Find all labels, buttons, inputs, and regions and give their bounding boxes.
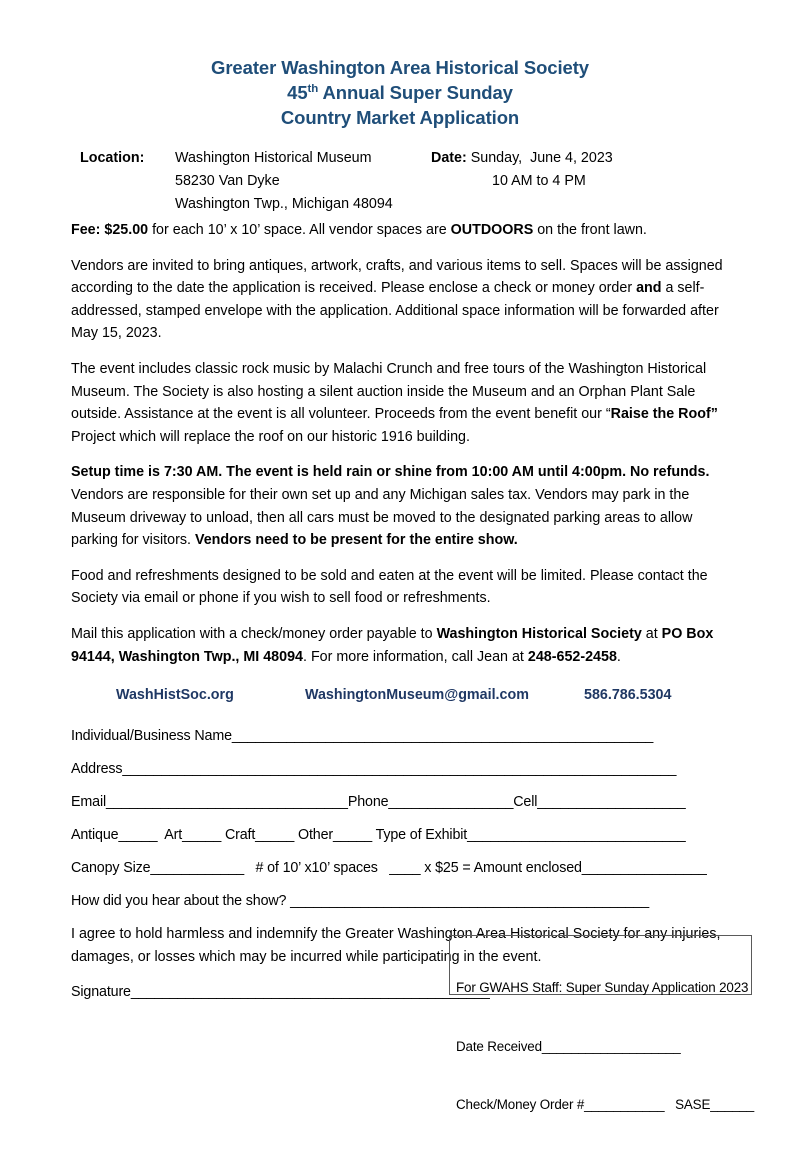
- document-title-block: [71, 55, 729, 130]
- event-text-part-1: The event includes classic rock music by Malachi Crunch and free tours of the Washington Historical Museum. The Society is also hosting a silent auction inside the Museum and an Orphan Plant Sale outside. Assistance at the event is all volunteer. Proceeds from the event benefit our “: [71, 360, 707, 423]
- contact-phone-emphasis: 248-652-2458: [527, 648, 617, 665]
- location-address-line-3: Washington Twp., Michigan 48094: [175, 196, 393, 212]
- title-ordinal-suffix: th: [307, 82, 319, 95]
- mailing-address-emphasis: PO Box 94144, Washington Twp., MI 48094: [71, 625, 714, 665]
- title-year-number: 45: [287, 82, 308, 103]
- vendors-text-part-2: a self-addressed, stamped envelope with the application. Additional space information will be forwarded after May 15, 2023.: [71, 280, 719, 342]
- date-column: [431, 147, 729, 193]
- fee-amount: Fee: $25.00: [71, 222, 149, 238]
- vendors-paragraph: [71, 255, 729, 345]
- fee-paragraph: [71, 219, 729, 242]
- raise-the-roof-emphasis: Raise the Roof”: [610, 406, 718, 423]
- date-value: Sunday, June 4, 2023: [466, 150, 613, 166]
- location-address-line-2: 58230 Van Dyke: [175, 173, 280, 189]
- location-date-block: [71, 147, 729, 219]
- location-address: [175, 147, 393, 216]
- page-title-line-3: Country Market Application: [280, 107, 520, 128]
- field-signature[interactable]: Signature______________________________________________: [71, 984, 490, 1001]
- food-paragraph: Food and refreshments designed to be sold and eaten at the event will be limited. Please contact the Society via email or phone if you wish to sell food or refreshments.: [71, 567, 708, 607]
- title-annual-text: Annual Super Sunday: [318, 82, 513, 103]
- vendors-text-part-1: Vendors are invited to bring antiques, artwork, crafts, and various items to sell. Spaces will be assigned according to the date the application is received. Please enclose a check or money order: [71, 257, 723, 297]
- fee-outdoors-emphasis: OUTDOORS: [450, 222, 534, 238]
- contact-links-row: [71, 687, 729, 711]
- mailing-paragraph: [71, 623, 729, 668]
- mail-text-part-4: .: [616, 648, 621, 665]
- mail-text-part-2: at: [641, 625, 662, 642]
- field-canopy-size-spaces-amount[interactable]: Canopy Size____________ # of 10’ x10’ spaces ____ x $25 = Amount enclosed________________: [71, 860, 707, 877]
- date-label: Date:: [431, 150, 467, 166]
- staff-box-title: For GWAHS Staff: Super Sunday Application 2023: [456, 980, 749, 995]
- document-content: [71, 55, 729, 1003]
- event-date-row: [431, 147, 729, 170]
- field-how-did-you-hear[interactable]: How did you hear about the show? ______________________________________________: [71, 893, 650, 910]
- field-exhibit-type[interactable]: Antique_____ Art_____ Craft_____ Other_____ Type of Exhibit____________________________: [71, 827, 686, 844]
- mail-text-part-1: Mail this application with a check/money order payable to: [71, 625, 437, 642]
- location-label: Location:: [80, 150, 145, 166]
- location-address-line-1: Washington Historical Museum: [175, 150, 372, 166]
- email-link[interactable]: WashingtonMuseum@gmail.com: [305, 687, 529, 704]
- setup-time-emphasis: Setup time is 7:30 AM. The event is held rain or shine from 10:00 AM until 4:00pm. No refunds.: [71, 464, 710, 481]
- setup-text-plain: Vendors are responsible for their own set up and any Michigan sales tax. Vendors may park in the Museum driveway to unload, then all cars must be moved to the designated parking areas to allow parking for visitors.: [71, 486, 693, 549]
- vendors-and-emphasis: and: [636, 280, 662, 297]
- payee-name-emphasis: Washington Historical Society: [436, 625, 642, 642]
- setup-paragraph: [71, 461, 729, 551]
- staff-use-box: [449, 935, 755, 1112]
- vendor-presence-emphasis: Vendors need to be present for the entire show.: [194, 532, 518, 549]
- field-individual-business-name[interactable]: Individual/Business Name______________________________________________________: [71, 728, 654, 745]
- fee-suffix-text: on the front lawn.: [533, 222, 647, 238]
- page-title-line-2: [71, 80, 729, 105]
- staff-field-check-sase[interactable]: Check/Money Order #___________ SASE______: [456, 1097, 755, 1112]
- fee-middle-text: for each 10’ x 10’ space. All vendor spaces are: [148, 222, 451, 238]
- event-time-value: 10 AM to 4 PM: [492, 173, 586, 189]
- phone-number[interactable]: 586.786.5304: [584, 687, 672, 704]
- website-link[interactable]: WashHistSoc.org: [116, 687, 234, 704]
- event-text-part-2: Project which will replace the roof on our historic 1916 building.: [71, 428, 470, 445]
- page-title-line-1: Greater Washington Area Historical Society: [211, 57, 589, 78]
- staff-field-date-received[interactable]: Date Received___________________: [456, 1038, 681, 1054]
- field-address[interactable]: Address_______________________________________________________________________: [71, 761, 677, 778]
- event-details-paragraph: [71, 358, 729, 448]
- liability-agreement-text: I agree to hold harmless and indemnify the Greater Washington Area Historical Society for any injuries, damages, or losses which may be incurred while participating in the event.: [71, 926, 721, 965]
- mail-text-part-3: . For more information, call Jean at: [303, 648, 528, 665]
- field-email-phone-cell[interactable]: Email_______________________________Phone________________Cell___________________: [71, 794, 686, 811]
